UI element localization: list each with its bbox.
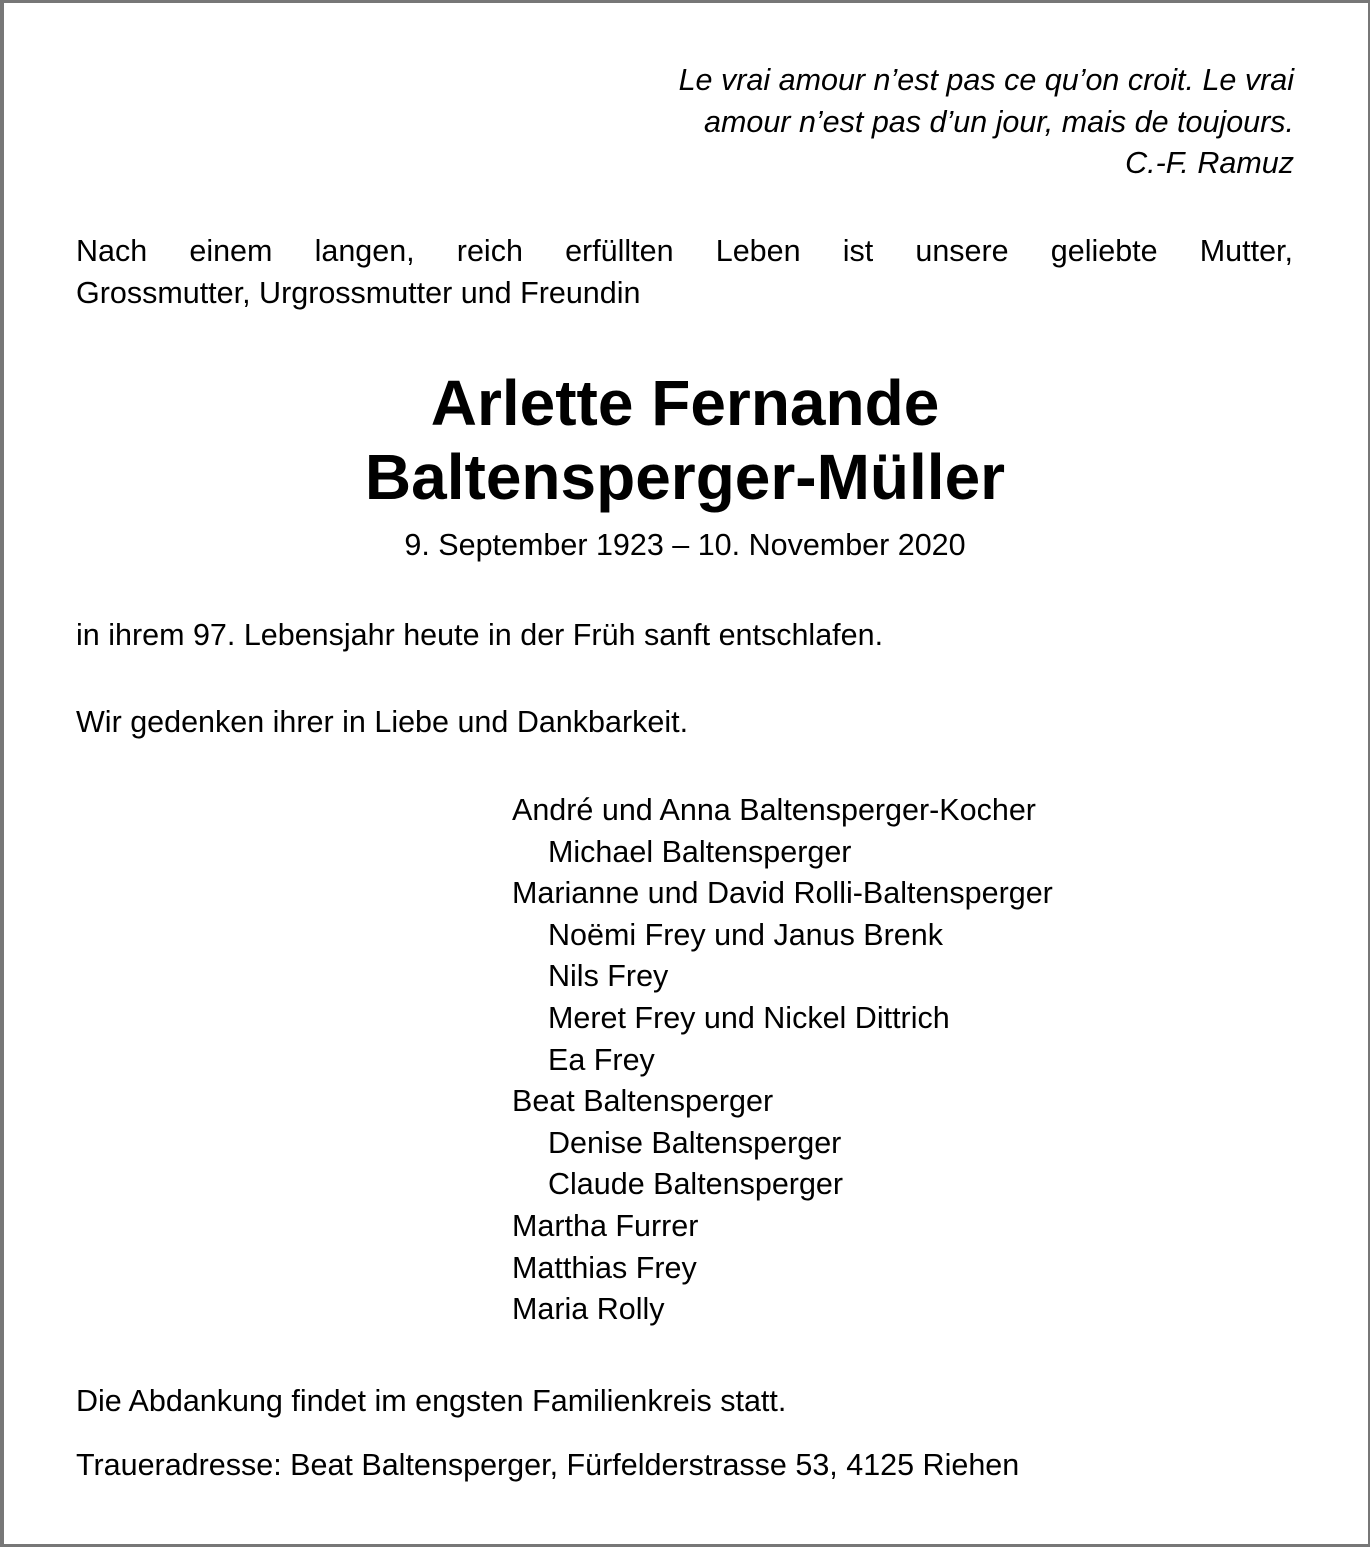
passing-text: in ihrem 97. Lebensjahr heute in der Früh sanft entschlafen.	[76, 618, 884, 652]
mourner-name: Claude Baltensperger	[548, 1167, 844, 1202]
intro-paragraph	[76, 231, 1293, 314]
mourner-name: Marianne und David Rolli-Baltensperger	[512, 876, 1053, 911]
intro-line: Nach einem langen, reich erfüllten Leben ist unsere geliebte Mutter,	[76, 234, 1293, 268]
mourner-name: Maria Rolly	[512, 1292, 665, 1327]
life-dates: 9. September 1923 – 10. November 2020	[404, 528, 966, 562]
mourner-name: Meret Frey und Nickel Dittrich	[548, 1000, 950, 1035]
mourner-name: Matthias Frey	[512, 1250, 697, 1285]
quote-line: amour n’est pas d’un jour, mais de toujours.	[704, 104, 1294, 139]
mourners-list	[512, 790, 1053, 1331]
mourner-name: Beat Baltensperger	[512, 1084, 774, 1119]
ceremony-note: Die Abdankung findet im engsten Familienkreis statt.	[76, 1384, 787, 1418]
epigraph-quote	[679, 60, 1294, 185]
mourner-name: Nils Frey	[548, 959, 669, 994]
name-line: Baltensperger-Müller	[364, 441, 1006, 513]
mourner-name: Ea Frey	[548, 1042, 655, 1077]
quote-line: Le vrai amour n’est pas ce qu’on croit. Le vrai	[678, 63, 1294, 97]
mourner-name: André und Anna Baltensperger-Kocher	[512, 793, 1036, 827]
mourner-name: Martha Furrer	[512, 1208, 699, 1243]
remembrance-text: Wir gedenken ihrer in Liebe und Dankbarkeit.	[76, 705, 689, 739]
quote-author: C.-F. Ramuz	[1125, 146, 1294, 181]
deceased-name	[0, 366, 1370, 514]
mourner-name: Noëmi Frey und Janus Brenk	[548, 917, 943, 952]
mourning-address: Traueradresse: Beat Baltensperger, Fürfelderstrasse 53, 4125 Riehen	[76, 1448, 1020, 1482]
mourner-name: Michael Baltensperger	[548, 834, 852, 869]
mourner-name: Denise Baltensperger	[548, 1125, 842, 1160]
name-line: Arlette Fernande	[430, 367, 940, 439]
intro-line: Grossmutter, Urgrossmutter und Freundin	[76, 275, 641, 310]
